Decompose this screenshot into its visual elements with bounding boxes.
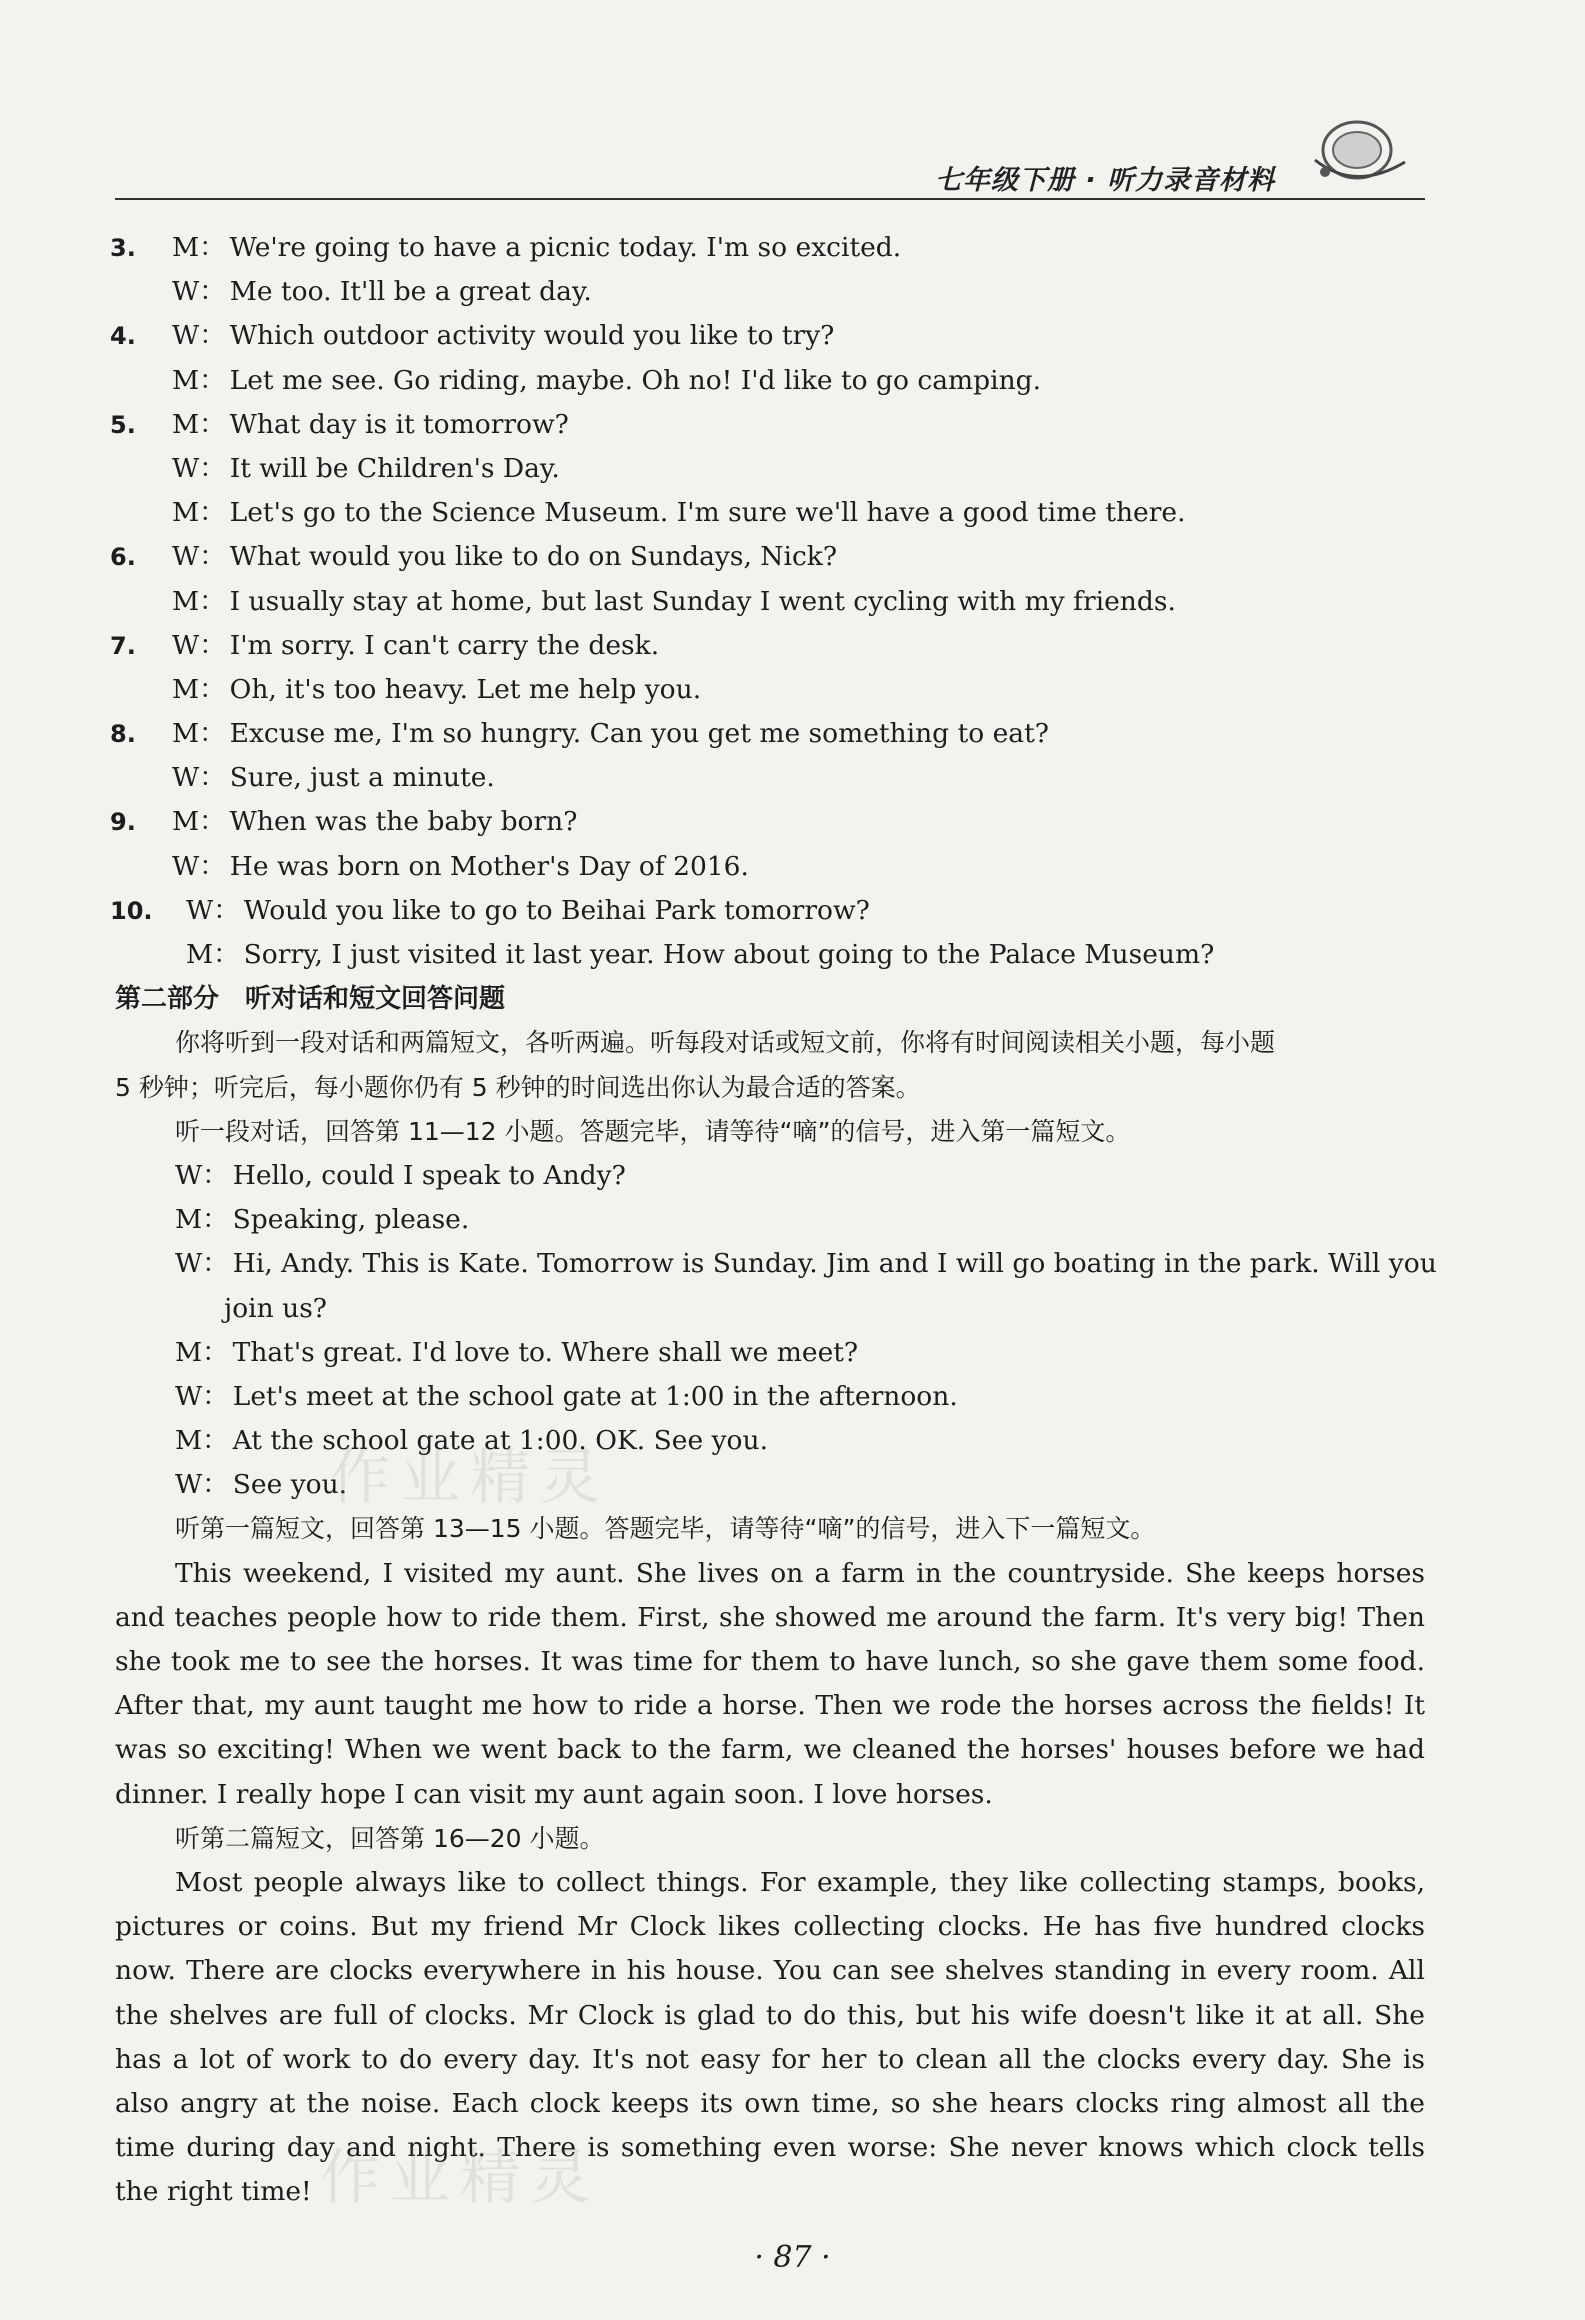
dialog-text: What day is it tomorrow?	[229, 408, 569, 440]
passage2-text: Most people always like to collect things. For example, they like collecting stamps, books, pictures or coins. But my friend Mr Clock likes collecting clocks. He has five hundred clocks now. There are clocks everywhere in his house. You can see shelves standing in every room. All the shelves are full of clocks. Mr Clock is glad to do this, but his wife doesn't like it at all. She has a lot of work to do every day. It's not easy for her to clean all the clocks every day. She is also angry at the noise. Each clock keeps its own time, so she hears clocks ring almost all the time during day and night. There is something even worse: She never knows which clock tells the right time!	[115, 1867, 1425, 2208]
dialog-text: Sorry, I just visited it last year. How about going to the Palace Museum?	[243, 939, 1215, 970]
dialog-line	[172, 580, 1425, 624]
dialog-text: When was the baby born?	[229, 806, 578, 838]
speaker-label: M：	[172, 806, 226, 838]
watermark: 作业精灵	[330, 1443, 610, 1513]
speaker-label: W：	[175, 1469, 229, 1501]
speaker-label: M：	[175, 1204, 229, 1236]
question-number: 8.	[110, 720, 136, 749]
dialog-text: See you.	[232, 1469, 348, 1501]
part2-dialog	[115, 1154, 1437, 1508]
dialog-text: Let me see. Go riding, maybe. Oh no! I'd like to go camping.	[229, 364, 1042, 396]
dialog-line	[175, 1331, 1425, 1375]
dialog-question-line	[110, 226, 1425, 270]
speaker-label: W：	[172, 762, 226, 794]
question-number: 4.	[110, 322, 136, 351]
dialog-text: I usually stay at home, but last Sunday I went cycling with my friends.	[229, 585, 1176, 617]
speaker-label: M：	[172, 673, 226, 705]
dialog-line	[175, 1154, 1425, 1198]
dialog-question-line	[110, 403, 1425, 447]
speaker-label: W：	[172, 541, 226, 573]
dialog-line	[172, 756, 1425, 800]
question-number: 3.	[110, 234, 136, 262]
headphones-icon	[1295, 112, 1415, 192]
dialog-text: We're going to have a picnic today. I'm so excited.	[229, 232, 902, 263]
speaker-label: M：	[172, 718, 226, 750]
speaker-label: M：	[172, 585, 226, 617]
page-header	[115, 110, 1425, 200]
dialog-question-line	[110, 624, 1425, 668]
page-number: · 87 ·	[754, 2240, 831, 2275]
question-number: 7.	[110, 631, 136, 660]
dialog-line	[220, 1287, 1425, 1331]
dialog-instruction: 听一段对话，回答第 11—12 小题。答题完毕，请等待“嘀”的信号，进入第一篇短文。	[175, 1116, 1131, 1146]
speaker-label: M：	[172, 232, 226, 263]
page-content	[110, 226, 1437, 2215]
dialog-text: join us?	[224, 1292, 328, 1324]
header-title: 七年级下册 · 听力录音材料	[934, 165, 1275, 196]
speaker-label: W：	[186, 894, 240, 926]
part1-dialogs	[110, 226, 1425, 977]
speaker-label: W：	[172, 276, 226, 308]
dialog-text: That's great. I'd love to. Where shall we meet?	[232, 1336, 859, 1368]
dialog-text: Excuse me, I'm so hungry. Can you get me something to eat?	[229, 718, 1049, 750]
speaker-label: W：	[172, 629, 226, 661]
question-number: 5.	[110, 410, 136, 439]
speaker-label: M：	[172, 408, 226, 440]
part2-intro-line1: 你将听到一段对话和两篇短文，各听两遍。听每段对话或短文前，你将有时间阅读相关小题，每小题	[175, 1028, 1276, 1058]
dialog-text: It will be Children's Day.	[229, 452, 560, 484]
speaker-label: W：	[175, 1248, 229, 1280]
dialog-line	[186, 933, 1425, 977]
dialog-line	[172, 359, 1425, 403]
dialog-text: He was born on Mother's Day of 2016.	[229, 850, 749, 882]
speaker-label: W：	[175, 1380, 229, 1412]
speaker-label: M：	[186, 939, 240, 970]
speaker-label: M：	[172, 497, 226, 529]
dialog-text: I'm sorry. I can't carry the desk.	[229, 629, 660, 661]
dialog-text: Let's meet at the school gate at 1:00 in the afternoon.	[232, 1380, 958, 1412]
speaker-label: M：	[175, 1336, 229, 1368]
question-number: 10.	[110, 896, 153, 925]
part2-intro-line2: 5 秒钟；听完后，每小题你仍有 5 秒钟的时间选出你认为最合适的答案。	[115, 1072, 921, 1102]
dialog-text: What would you like to do on Sundays, Nick?	[229, 541, 838, 573]
speaker-label: W：	[175, 1159, 229, 1191]
dialog-text: Hi, Andy. This is Kate. Tomorrow is Sunday. Jim and I will go boating in the park. Will you	[232, 1248, 1437, 1280]
speaker-label: W：	[172, 452, 226, 484]
dialog-text: Would you like to go to Beihai Park tomorrow?	[243, 894, 870, 926]
dialog-line	[175, 1198, 1425, 1242]
dialog-text: At the school gate at 1:00. OK. See you.	[232, 1425, 768, 1457]
speaker-label: M：	[172, 364, 226, 396]
dialog-line	[172, 668, 1425, 712]
dialog-question-line	[110, 314, 1425, 358]
dialog-line	[175, 1242, 1437, 1286]
header-rule	[115, 198, 1425, 200]
watermark: 作业精灵	[320, 2143, 600, 2213]
dialog-text: Let's go to the Science Museum. I'm sure we'll have a good time there.	[229, 497, 1186, 529]
speaker-label: W：	[172, 850, 226, 882]
speaker-label: W：	[172, 320, 226, 352]
dialog-line	[172, 845, 1425, 889]
part2-title: 第二部分 听对话和短文回答问题	[115, 984, 506, 1015]
passage1-text: This weekend, I visited my aunt. She lives on a farm in the countryside. She keeps horses and teaches people how to ride them. First, she showed me around the farm. It's very big! Then she took me to see the horses. It was time for them to have lunch, so she gave them some food. After that, my aunt taught me how to ride a horse. Then we rode the horses across the fields! It was so exciting! When we went back to the farm, we cleaned the horses' houses before we had dinner. I really hope I can visit my aunt again soon. I love horses.	[115, 1557, 1425, 1810]
passage2-instruction: 听第二篇短文，回答第 16—20 小题。	[175, 1823, 605, 1853]
dialog-text: Hello, could I speak to Andy?	[232, 1159, 626, 1191]
dialog-question-line	[110, 889, 1425, 933]
dialog-question-line	[110, 800, 1425, 844]
dialog-line	[175, 1375, 1425, 1419]
question-number: 9.	[110, 808, 136, 837]
dialog-line	[172, 270, 1425, 314]
dialog-line	[172, 491, 1425, 535]
dialog-text: Oh, it's too heavy. Let me help you.	[229, 673, 702, 705]
question-number: 6.	[110, 543, 136, 572]
dialog-question-line	[110, 712, 1425, 756]
dialog-text: Which outdoor activity would you like to try?	[229, 320, 835, 352]
passage1-instruction: 听第一篇短文，回答第 13—15 小题。答题完毕，请等待“嘀”的信号，进入下一篇短文。	[175, 1514, 1156, 1544]
dialog-line	[172, 447, 1425, 491]
dialog-text: Me too. It'll be a great day.	[229, 276, 592, 308]
dialog-text: Sure, just a minute.	[229, 762, 495, 794]
dialog-question-line	[110, 535, 1425, 579]
speaker-label: M：	[175, 1425, 229, 1457]
dialog-text: Speaking, please.	[232, 1204, 470, 1236]
